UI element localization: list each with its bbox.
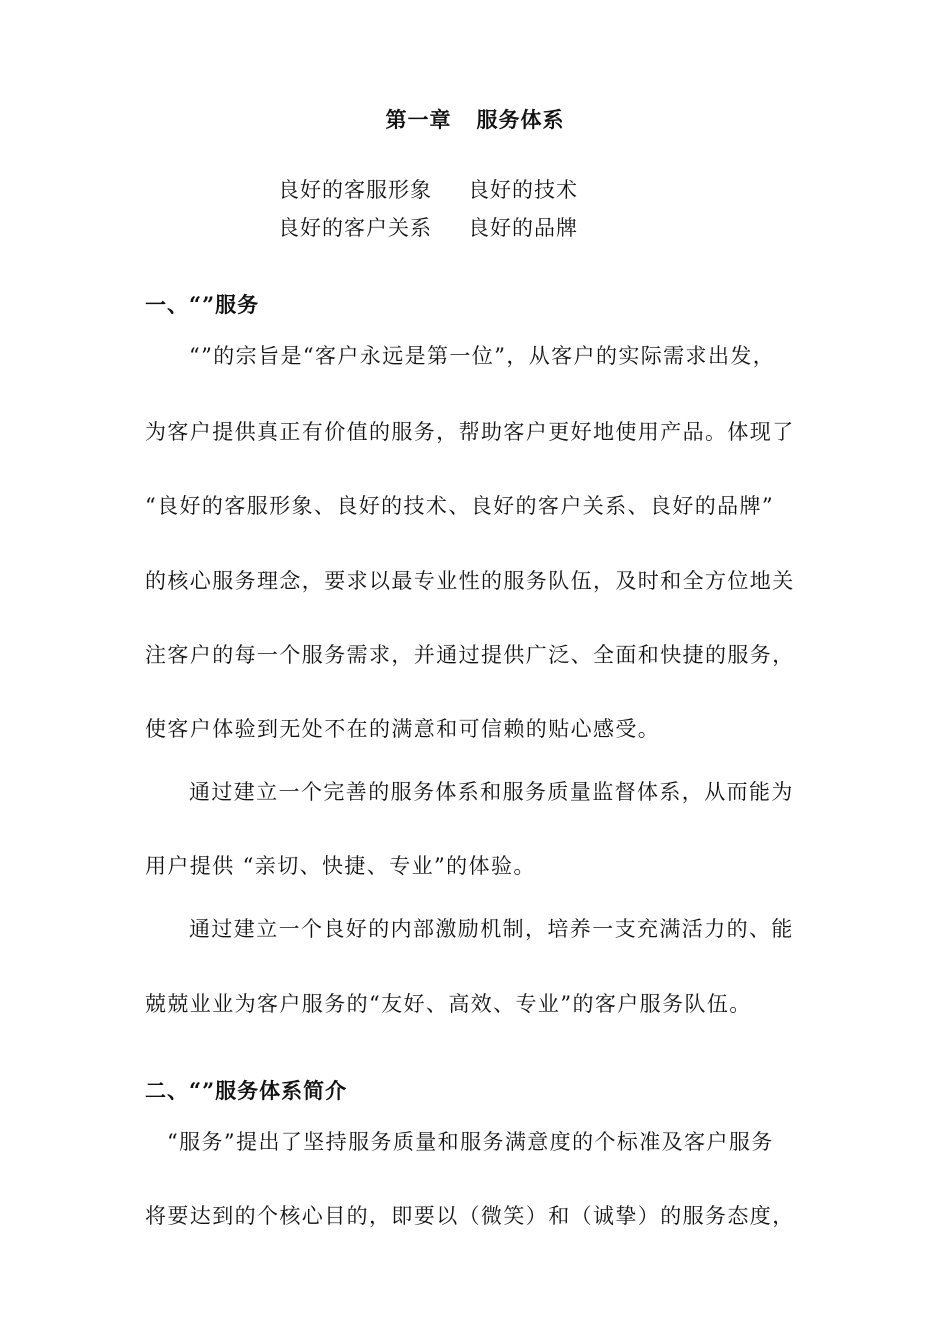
paragraph-line: 通过建立一个良好的内部激励机制，培养一支充满活力的、能 <box>189 917 794 941</box>
section-heading-2: 二、“”服务体系简介 <box>145 1078 348 1103</box>
motto-row-1 <box>278 174 578 204</box>
paragraph-line: 为客户提供真正有价值的服务，帮助客户更好地使用产品。体现了 <box>145 420 795 444</box>
motto-item: 良好的品牌 <box>468 216 578 240</box>
motto-item: 良好的客服形象 <box>278 178 432 202</box>
paragraph-line: “”的宗旨是“客户永远是第一位”，从客户的实际需求出发， <box>189 344 776 368</box>
paragraph-line: 使客户体验到无处不在的满意和可信赖的贴心感受。 <box>145 717 661 741</box>
section-heading-1: 一、“”服务 <box>145 292 260 317</box>
chapter-title: 第一章 服务体系 <box>385 107 565 132</box>
paragraph-line: 注客户的每一个服务需求，并通过提供广泛、全面和快捷的服务， <box>145 643 795 667</box>
paragraph-line: 通过建立一个完善的服务体系和服务质量监督体系，从而能为 <box>189 780 794 804</box>
paragraph-line: 兢兢业业为客户服务的“友好、高效、专业”的客户服务队伍。 <box>145 992 752 1016</box>
motto-item: 良好的客户关系 <box>278 216 432 240</box>
motto-row-2 <box>278 212 578 242</box>
paragraph-line: 用户提供 “亲切、快捷、专业”的体验。 <box>145 854 536 878</box>
paragraph-line: 将要达到的个核心目的，即要以（微笑）和（诚挚）的服务态度， <box>145 1204 795 1228</box>
paragraph-line: “服务”提出了坚持服务质量和服务满意度的个标准及客户服务 <box>167 1130 774 1154</box>
motto-item: 良好的技术 <box>468 178 578 202</box>
paragraph-line: “良好的客服形象、良好的技术、良好的客户关系、良好的品牌” <box>145 494 775 518</box>
paragraph-line: 的核心服务理念，要求以最专业性的服务队伍，及时和全方位地关 <box>145 569 795 593</box>
